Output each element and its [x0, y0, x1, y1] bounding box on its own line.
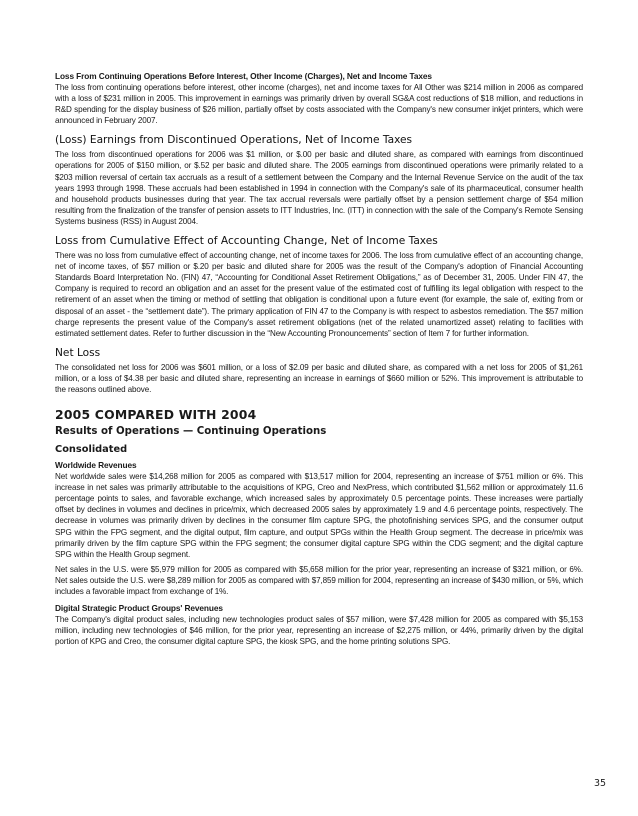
paragraph-worldwide-revenues-2: Net sales in the U.S. were $5,979 million for 2005 as compared with $5,658 million for the prior year, representing an increase of $321 million, or 6%. Net sales outside the U.S. were $8,289 million for 2005 as compared with $7,859 million for 2004, representing an increase of $430 million, or 5%, which includes a favorable impact from exchange of 1%.: [55, 564, 583, 596]
section-heading-discontinued: (Loss) Earnings from Discontinued Operations, Net of Income Taxes: [55, 134, 413, 147]
section-heading-loss-continuing: Loss From Continuing Operations Before Interest, Other Income (Charges), Net and Income Taxes: [55, 71, 432, 81]
paragraph-worldwide-revenues-1: Net worldwide sales were $14,268 million for 2005 as compared with $13,517 million for 2004, representing an increase of $751 million or 6%. This increase in net sales was primarily attributable to the acquisitions of KPG, Creo and NexPress, which contributed $1,562 million or approximately 11.6 percentage points to sales, and favorable exchange, which increased sales by approximately 0.5 percentage points. These increases were partially offset by declines in volumes and declines in price/mix, which decreased 2005 sales by approximately 1.9 and 4.6 percentage points, respectively. The decrease in volumes was primarily driven by declines in the consumer film capture SPG, the photofinishing services SPG, and the consumer output SPG within the FPG segment, and the digital output, film capture, and output SPGs within the Health Group segment. The decrease in price/mix was primarily driven by the film capture SPG within the FPG segment; the consumer digital capture SPG within the CDG segment; and the digital capture SPG within the Health Group segment.: [55, 472, 583, 559]
document-page: [55, 71, 583, 651]
section-heading-net-loss: Net Loss: [55, 346, 101, 359]
section-heading-digital-strategic: Digital Strategic Product Groups' Revenues: [55, 603, 223, 614]
results-heading: Results of Operations — Continuing Operations: [55, 426, 327, 438]
page-number: 35: [594, 778, 607, 789]
consolidated-heading: Consolidated: [55, 444, 128, 456]
section-heading-worldwide-revenues: Worldwide Revenues: [55, 460, 137, 471]
paragraph-net-loss: The consolidated net loss for 2006 was $601 million, or a loss of $2.09 per basic and diluted share, as compared with a net loss for 2005 of $1,261 million, or a loss of $4.38 per basic and diluted share, representing an increase in earnings of $660 million or 52%. This improvement is attributable to the reasons outlined above.: [55, 362, 583, 394]
section-heading-comparison: 2005 COMPARED WITH 2004: [55, 407, 257, 423]
section-heading-accounting-change: Loss from Cumulative Effect of Accounting Change, Net of Income Taxes: [55, 235, 438, 248]
paragraph-loss-continuing: The loss from continuing operations before interest, other income (charges), net and income taxes for All Other was $214 million in 2006 as compared with a loss of $231 million in 2005. This improvement in earnings was primarily driven by overall SG&A cost reductions of $18 million, and reductions in R&D spending for the display business of $26 million, partially offset by costs associated with the Company's new consumer inkjet printers, which were announced in February 2007.: [55, 83, 583, 126]
paragraph-digital-strategic: The Company's digital product sales, including new technologies product sales of $57 million, were $7,428 million for 2005 as compared with $5,153 million, including new technologies of $46 million, for the prior year, representing an increase of $2,275 million, or 44%, primarily driven by the digital portion of KPG and Creo, the consumer digital capture SPG, the kiosk SPG, and the home printing solutions SPG.: [55, 615, 583, 647]
paragraph-accounting-change: There was no loss from cumulative effect of accounting change, net of income taxes for 2006. The loss from cumulative effect of an accounting change, net of income taxes, of $57 million or $.20 per basic and diluted share for 2005 was the result of the Company's adoption of Financial Accounting Standards Board Interpretation No. (FIN) 47, “Accounting for Conditional Asset Retirement Obligations,” as of December 31, 2005. Under FIN 47, the Company is required to record an obligation and an asset for the present value of the estimated cost of fulfilling its legal obligation with respect to the retirement of an asset when the timing or method of settling that obligation is conditional upon a future event (for example, the sale of, exiting from or disposal of an asset - the “settlement date”). The primary application of FIN 47 to the Company is with respect to asbestos remediation. The $57 million charge represents the present value of the Company's asset retirement obligations (net of the related unamortized asset) relating to facilities with estimated settlement dates. Refer to further discussion in the “New Accounting Pronouncements” section of Item 7 for further information.: [55, 251, 583, 338]
paragraph-discontinued: The loss from discontinued operations for 2006 was $1 million, or $.00 per basic and diluted share, as compared with earnings from discontinued operations for 2005 of $150 million, or $.52 per basic and diluted share. The 2005 earnings from discontinued operations were primarily related to a $203 million reversal of certain tax accruals as a result of a settlement between the Company and the Internal Revenue Service on the audit of the tax years 1993 through 1998. These accruals had been established in 1994 in connection with the Company's sale of its pharmaceutical, consumer health and household products businesses during that year. The tax accrual reversals were partially offset by a pension settlement charge of $54 million resulting from the finalization of the transfer of pension assets to ITT Industries, Inc. (ITT) in connection with the sale of the Company's Remote Sensing Systems business (RSS) in August 2004.: [55, 150, 583, 226]
